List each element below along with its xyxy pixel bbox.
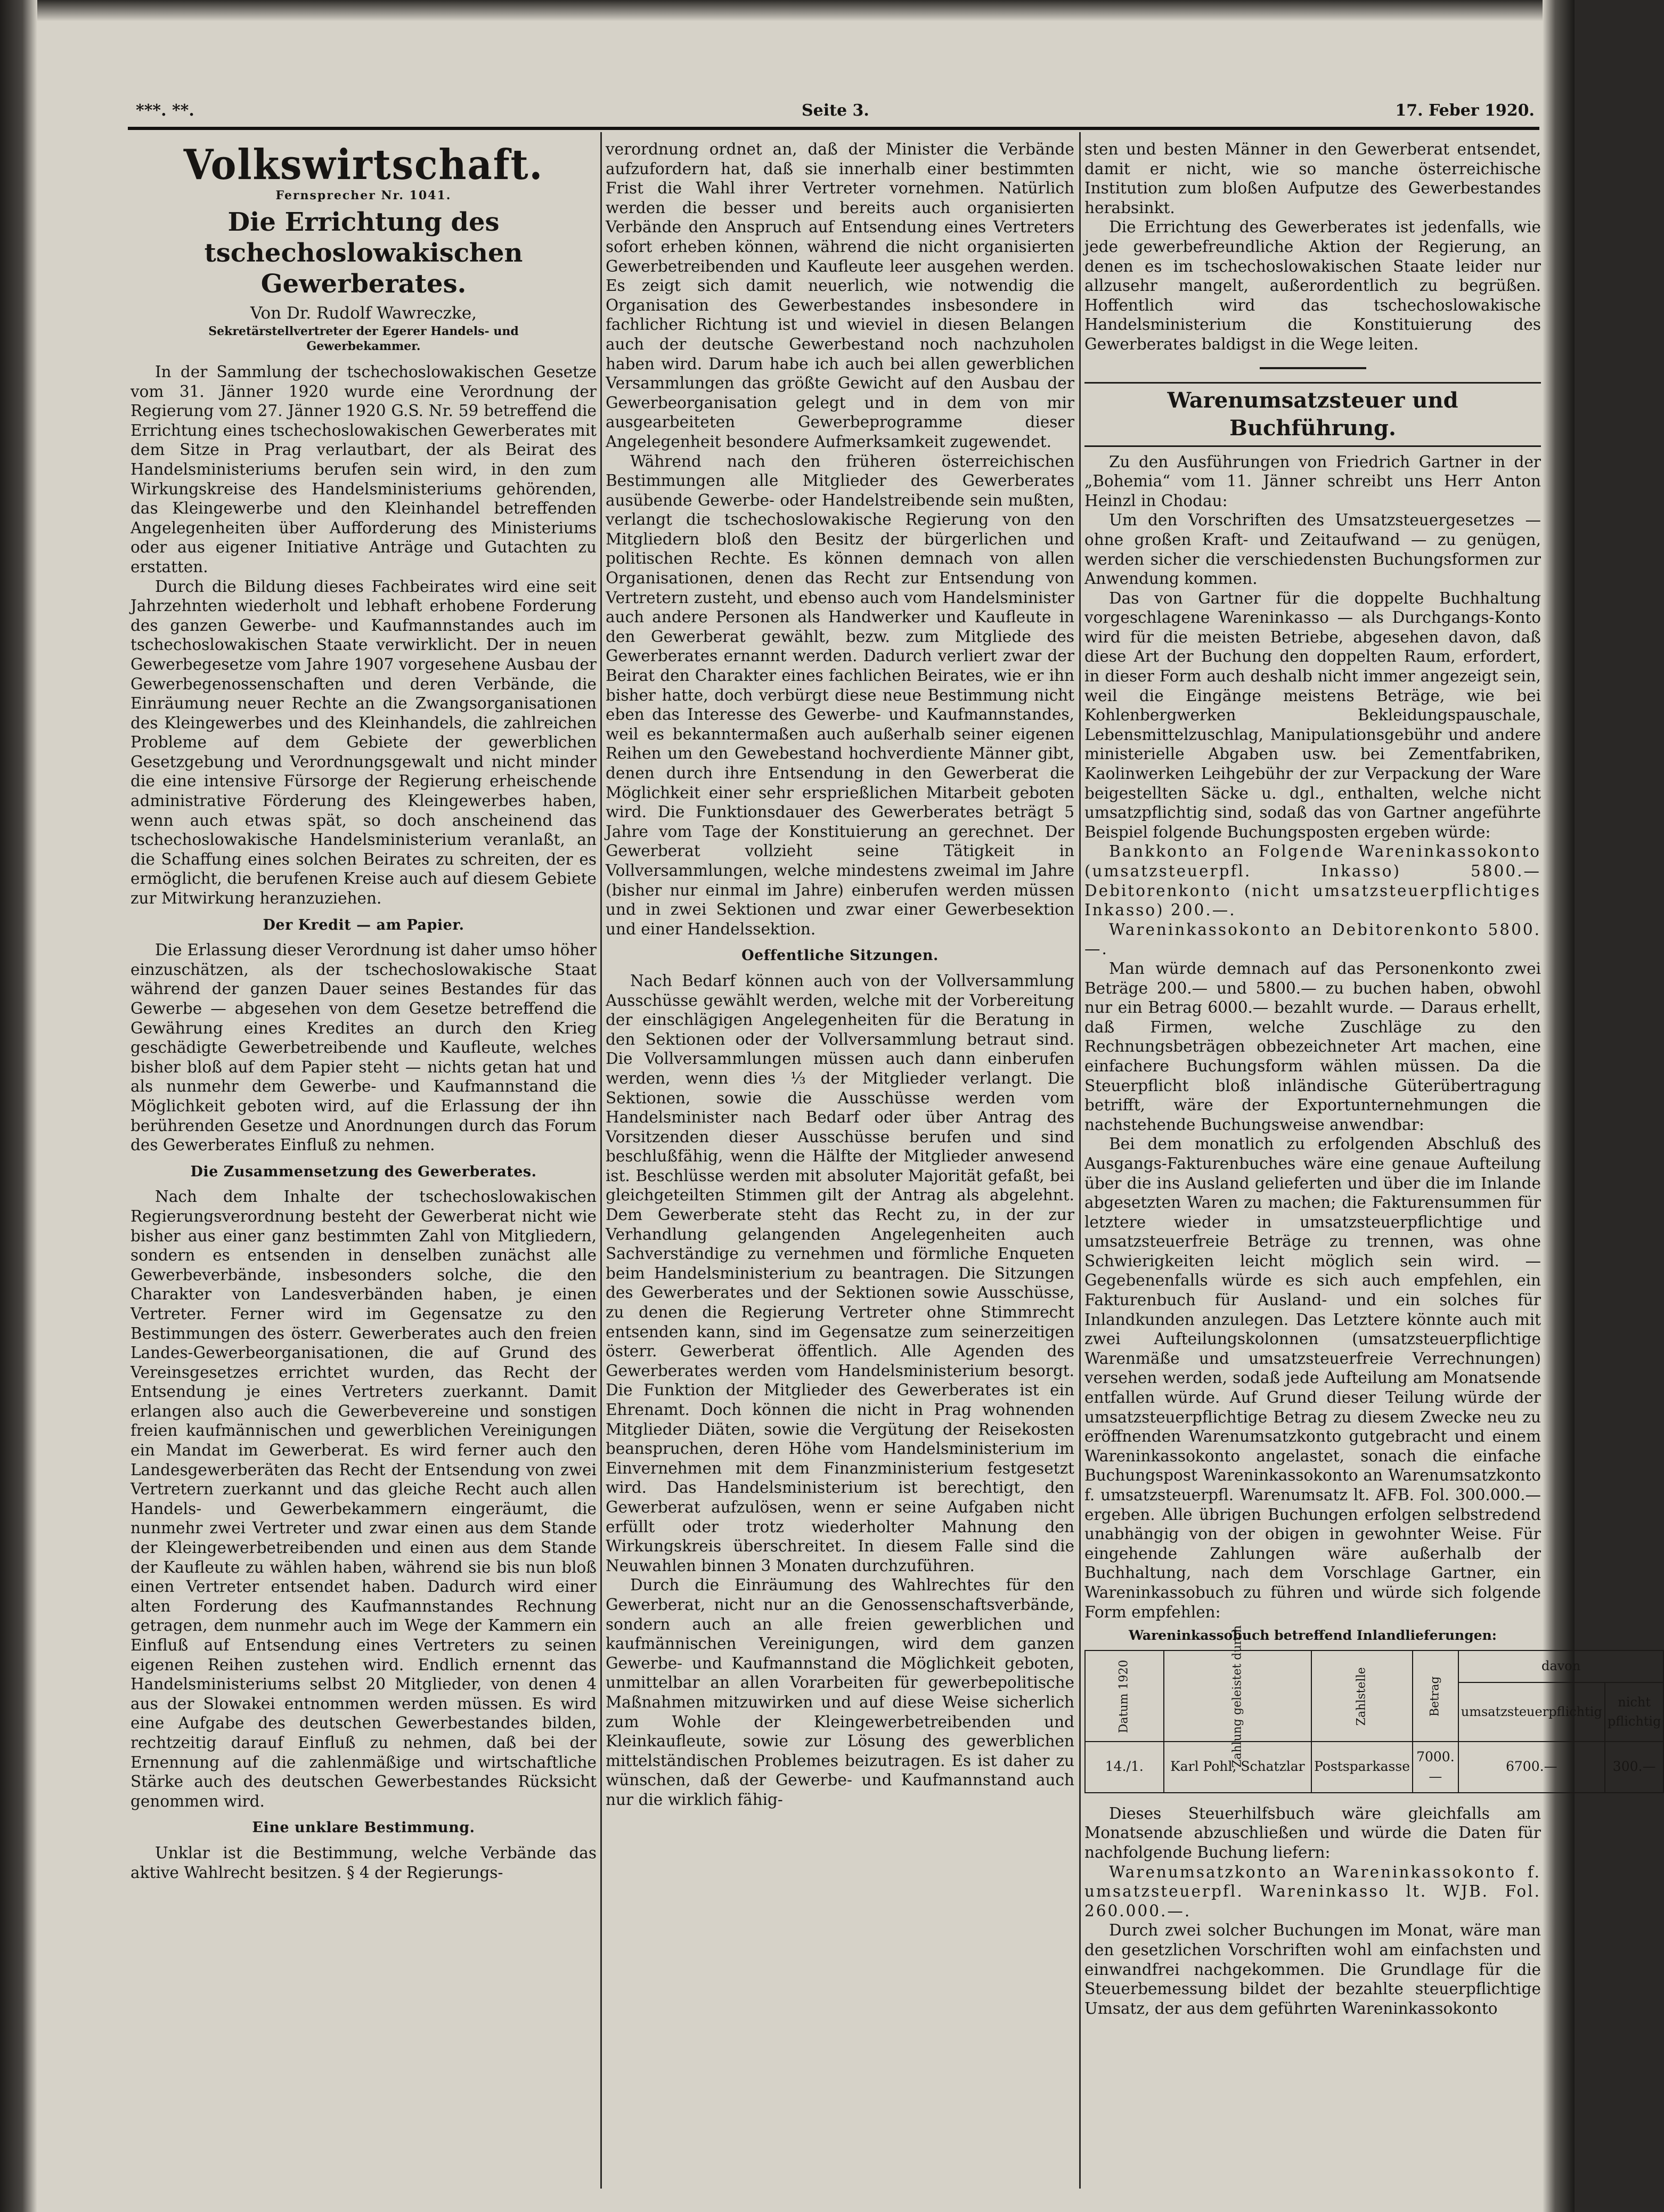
article-author: Von Dr. Rudolf Wawreczke, xyxy=(250,304,477,323)
paragraph: Durch die Bildung dieses Fachbeirates wird eine seit Jahrzehnten wiederholt und lebhaft erhobene Forderung des ganzen Gewerbe- und Kaufmannstandes auch im tschechoslowakischen Staate verwirklicht. Der in neuen Gewerbegesetze vom Jahre 1907 vorgesehene Ausbau der Gewerbegenossenschaften und deren Verbände, die Einräumung neuer Rechte an die Zwangsorganisationen des Kleingewerbes und des Kleinhandels, die zahlreichen Probleme auf dem Gebiete der gewerblichen Gesetzgebung und Verordnungsgewalt und nicht minder die eine intensive Fürsorge der Regierung erheischende administrative Förderung des Kleingewerbes haben, wenn auch etwas spät, so doch anscheinend das tschechoslowakische Handelsministerium veranlaßt, an die Schaffung eines solchen Beirates zu schreiten, der es ermöglicht, die berufenen Kreise auch auf diesem Gebiete zur Mitwirkung heranzuziehen. xyxy=(130,577,597,908)
paragraph: Die Erlassung dieser Verordnung ist daher umso höher einzuschätzen, als der tschechoslowakische Staat während der ganzen Dauer seines Bestandes für das Gewerbe — abgesehen von dem Gesetze betreffend die Gewährung eines Kredites an durch den Krieg geschädigte Gewerbetreibende und Kaufleute, welches bisher bloß auf dem Papier steht — nichts getan hat und als nunmehr dem Gewerbe- und Kaufmannstand die Möglichkeit geboten wird, auf die Erlassung der ihn berührenden Gesetze und Anordnungen durch das Forum des Gewerberates Einfluß zu nehmen. xyxy=(130,941,597,1154)
paragraph: Warenumsatzkonto an Wareninkassokonto f. umsatzsteuerpfl. Wareninkasso lt. WJB. Fol. 260.000.—. xyxy=(1084,1863,1541,1920)
table-header: Datum 1920 xyxy=(1085,1650,1164,1742)
article-headline: Die Errichtung des tschechoslowakischen Gewerberates. xyxy=(204,207,523,299)
header-rule xyxy=(128,127,1539,130)
subheading: Die Zusammensetzung des Gewerberates. xyxy=(190,1163,537,1180)
subheading: Der Kredit — am Papier. xyxy=(263,916,464,933)
table-row xyxy=(1085,1742,1663,1793)
column-3 xyxy=(1084,140,1661,2018)
paragraph: Nach Bedarf können auch von der Vollversammlung Ausschüsse gewählt werden, welche mit der Vorbereitung der einschlägigen Angelegenheiten für die Beratung in den Sektionen oder der Vollversammlung betraut sind. Die Vollversammlungen müssen auch dann einberufen werden, wenn dies ⅓ der Mitglieder verlangt. Die Sektionen, sowie die Ausschüsse werden vom Handelsminister nach Bedarf oder über Antrag des Vorsitzenden dieser Ausschüsse berufen und sind beschlußfähig, wenn die Hälfte der Mitglieder anwesend ist. Beschlüsse werden mit absoluter Majorität gefaßt, bei gleichgeteilten Stimmen gilt der Antrag als abgelehnt. Dem Gewerberate steht das Recht zu, in der zur Verhandlung gelangenden Angelegenheiten auch Sachverständige zu vernehmen und förmliche Enqueten beim Handelsministerium zu beantragen. Die Sitzungen des Gewerberates und der Sektionen sowie Ausschüsse, zu denen die Regierung Vertreter ohne Stimmrecht entsenden kann, sind im Gegensatze zum seinerzeitigen österr. Gewerberat öffentlich. Alle Agenden des Gewerberates werden vom Handelsministerium besorgt. Die Funktion der Mitglieder des Gewerberates ist ein Ehrenamt. Doch können die nicht in Prag wohnenden Mitglieder Diäten, sowie die Vergütung der Reisekosten beanspruchen, deren Höhe vom Handelsministerium im Einvernehmen mit dem Finanzministerium festgesetzt wird. Das Handelsministerium ist berechtigt, den Gewerberat aufzulösen, wenn er seine Aufgaben nicht erfüllt oder trotz wiederholter Mahnung den Wirkungskreis überschreitet. In diesem Falle sind die Neuwahlen binnen 3 Monaten durchzuführen. xyxy=(606,971,1074,1575)
paragraph: sten und besten Männer in den Gewerberat entsendet, damit er nicht, wie so manche österreichische Institution zum bloßen Aufputze des Gewerbestandes herabsinkt. xyxy=(1084,140,1541,217)
table-cell: Postsparkasse xyxy=(1311,1742,1413,1793)
table-cell: 300.— xyxy=(1605,1742,1664,1793)
paragraph: Durch die Einräumung des Wahlrechtes für den Gewerberat, nicht nur an die Genossenschaftsverbände, sondern auch an alle freien gewerblichen und kaufmännischen Vereinigungen, wird dem ganzen Gewerbe- und Kaufmannstand die Möglichkeit geboten, unmittelbar an allen Vorarbeiten für gewerbepolitische Maßnahmen mitzuwirken und auf diese Weise sicherlich zum Wohle der Kleingewerbetreibenden und Kleinkaufleute, sowie zur Lösung des gewerblichen mittelständischen Problemes beizutragen. Es ist daher zu wünschen, daß der Gewerbe- und Kaufmannstand auch nur die wirklich fähig- xyxy=(606,1576,1074,1809)
column-1 xyxy=(130,140,597,1882)
author-title: Sekretärstellvertreter der Egerer Handels- und Gewerbekammer. xyxy=(208,324,519,353)
issue-date: 17. Feber 1920. xyxy=(1395,101,1535,120)
paragraph: Während nach den früheren österreichischen Bestimmungen alle Mitglieder des Gewerberates ausübende Gewerbe- oder Handelstreibende sein mußten, verlangt die tschechoslowakische Regierung von den Mitgliedern bloß den Besitz der bürgerlichen und politischen Rechte. Es können demnach von allen Organisationen, denen das Recht zur Entsendung von Vertretern zusteht, und ebenso auch vom Handelsminister auch andere Personen als Handwerker und Kaufleute in den Gewerberat gewählt, bezw. zum Mitgliede des Gewerberates ernannt werden. Dadurch verliert zwar der Beirat den Charakter eines fachlichen Beirates, wie er ihn bisher hatte, doch verbürgt diese neue Bestimmung nicht eben das Interesse des Gewerbe- und Kaufmannstandes, weil es bekanntermaßen auch außerhalb seiner eigenen Reihen um den Gewebestand hochverdiente Männer gibt, denen durch ihre Entsendung in den Gewerberat die Möglichkeit einer sehr ersprießlichen Mitarbeit geboten wird. Die Funktionsdauer des Gewerberates beträgt 5 Jahre vom Tage der Konstituierung an gerechnet. Der Gewerberat vollzieht seine Tätigkeit in Vollversammlungen, welche mindestens zweimal im Jahre (bisher nur einmal im Jahre) einberufen werden müssen und in zwei Sektionen und zwar einer Gewerbesektion und einer Handelssektion. xyxy=(606,452,1074,938)
paragraph: Die Errichtung des Gewerberates ist jedenfalls, wie jede gewerbefreundliche Aktion der Regierung, an denen es im tschechoslowakischen Staate leider nur allzusehr mangelt, außerordentlich zu begrüßen. Hoffentlich wird das tschechoslowakische Handelsministerium die Konstituierung des Gewerberates baldigst in die Wege leiten. xyxy=(1084,218,1541,353)
table-subheader: umsatzsteuerpflichtig xyxy=(1458,1682,1605,1742)
paragraph: Bankkonto an Folgende Wareninkassokonto (umsatzsteuerpfl. Inkasso) 5800.— Debitorenkonto (nicht umsatzsteuerpflichtiges Inkasso) 200.—. xyxy=(1084,842,1541,920)
paragraph: Um den Vorschriften des Umsatzsteuergesetzes — ohne großen Kraft- und Zeitaufwand — zu genügen, werden sicher die verschiedensten Buchungsformen zur Anwendung kommen. xyxy=(1084,511,1541,588)
paragraph: Man würde demnach auf das Personenkonto zwei Beträge 200.— und 5800.— zu buchen haben, obwohl nur ein Betrag 6000.— bezahlt wurde. — Daraus erhellt, daß Firmen, welche Zuschläge zu den Rechnungsbeträgen obbezeichneter Art machen, eine einfachere Buchungsform wählen müssen. Da die Steuerpflicht bloß inländische Güterübertragung betrifft, wäre der Exportunternehmungen die nachstehende Buchungsweise anwendbar: xyxy=(1084,959,1541,1134)
table-subheader: nicht pflichtig xyxy=(1605,1682,1664,1742)
paragraph: Durch zwei solcher Buchungen im Monat, wäre man den gesetzlichen Vorschriften wohl am einfachsten und einwandfrei nachgekommen. Die Grundlage für die Steuerbemessung bildet der bezahlte steuerpflichtige Umsatz, der aus dem geführten Wareninkassokonto xyxy=(1084,1921,1541,2018)
table-header: Zahlstelle xyxy=(1311,1650,1413,1742)
page-shadow-top xyxy=(0,0,1575,21)
running-head xyxy=(0,91,1575,123)
section-rubric: Volkswirtschaft. xyxy=(183,141,544,189)
table-header: Zahlung geleistet durch xyxy=(1164,1650,1311,1742)
table-cell: 6700.— xyxy=(1458,1742,1605,1793)
paragraph: Das von Gartner für die doppelte Buchhaltung vorgeschlagene Wareninkasso — als Durchgangs-Konto wird für die meisten Betriebe, abgesehen davon, daß diese Art der Buchung den doppelten Raum, erfordert, in dieser Form auch deshalb nicht immer angezeigt sein, weil die Eingänge meistens Beträge, wie bei Kohlenbergwerken Bekleidungspauschale, Lebensmittelzuschlag, Manipulationsgebühr und andere ministerielle Abgaben usw. bei Zementfabriken, Kaolinwerken Leihgebühr der zur Verpackung der Ware beigestellten Säcke u. dgl., enthalten, welche nicht umsatzpflichtig sind, sodaß das von Gartner angeführte Beispiel folgende Buchungsposten ergeben würde: xyxy=(1084,589,1541,841)
running-head-left: ***. **. xyxy=(136,101,194,120)
paragraph: verordnung ordnet an, daß der Minister die Verbände aufzufordern hat, daß sie innerhalb einer bestimmten Frist die Wahl ihrer Vertreter vornehmen. Natürlich werden die besser und bereits auch organisierten Verbände den Anspruch auf Entsendung eines Vertreters sofort erheben können, während die nicht organisierten Gewerbetreibenden und Kaufleute leer ausgehen werden. Es zeigt sich damit neuerlich, wie notwendig die Organisation des Gewerbestandes insbesondere in fachlicher Richtung ist und wieviel in diesen Belangen auch der deutsche Gewerbestand noch nachzuholen haben wird. Darum habe ich auch bei allen gewerblichen Versammlungen das größte Gewicht auf den Ausbau der Gewerbeorganisation gelegt und in dem von mir ausgearbeiteten Gewerbeprogramme dieser Angelegenheit besondere Aufmerksamkeit zugewendet. xyxy=(606,140,1074,451)
paragraph: Zu den Ausführungen von Friedrich Gartner in der „Bohemia“ vom 11. Jänner schreibt uns Herr Anton Heinzl in Chodau: xyxy=(1084,452,1541,510)
paragraph: In der Sammlung der tschechoslowakischen Gesetze vom 31. Jänner 1920 wurde eine Verordnung der Regierung vom 27. Jänner 1920 G.S. Nr. 59 betreffend die Errichtung eines tschechoslowakischen Gewerberates mit dem Sitze in Prag verlautbart, der als Beirat des Handelsministeriums berufen sein wird, in den zum Wirkungskreise des Handelsministeriums gehörenden, das Kleingewerbe und den Kleinhandel betreffenden Angelegenheiten über Aufforderung des Ministeriums oder aus eigener Initiative Anträge und Gutachten zu erstatten. xyxy=(130,363,597,576)
page-number: Seite 3. xyxy=(802,101,869,120)
paragraph: Wareninkassokonto an Debitorenkonto 5800.—. xyxy=(1084,920,1541,958)
separator-rule xyxy=(1260,367,1366,369)
article-headline-2: Warenumsatzsteuer und Buchführung. xyxy=(1084,382,1541,447)
paragraph: Unklar ist die Bestimmung, welche Verbände das aktive Wahlrecht besitzen. § 4 der Regierungs- xyxy=(130,1843,597,1882)
table-cell: Karl Pohl, Schatzlar xyxy=(1164,1742,1311,1793)
table-title: Wareninkassobuch betreffend Inlandlieferungen: xyxy=(1128,1628,1497,1644)
paragraph: Bei dem monatlich zu erfolgenden Abschluß des Ausgangs-Fakturenbuches wäre eine genaue Aufteilung über die ins Ausland gelieferten und über die im Inlande abgesetzten Waren zu machen; die Fakturensummen für letztere wieder in umsatzsteuerpflichtige und umsatzsteuerfreie Beträge zu trennen, was ohne Schwierigkeiten leicht möglich sein wird. — Gegebenenfalls würde es sich auch empfehlen, ein Fakturenbuch für Ausland- und ein solches für Inlandkunden anzulegen. Das Letztere könnte auch mit zwei Aufteilungskolonnen (umsatzsteuerpflichtige Warenmäße und umsatzsteuerfreie Verrechnungen) versehen werden, sodaß jede Aufteilung am Monatsende entfallen würde. Auf Grund dieser Teilung würde der umsatzsteuerpflichtige Betrag zu diesem Zwecke neu zu eröffnenden Warenumsatzkonto gutgebracht und einem Wareninkassokonto angelastet, sonach die einfache Buchungspost Wareninkassokonto an Warenumsatzkonto f. umsatzsteuerpfl. Warenumsatz lt. AFB. Fol. 300.000.— ergeben. Alle übrigen Buchungen erfolgen selbstredend unabhängig von der obigen in gewohnter Weise. Für eingehende Zahlungen wäre außerhalb der Buchhaltung, nach dem Vorschlage Gartner, ein Wareninkassobuch zu führen und würde sich folgende Form empfehlen: xyxy=(1084,1135,1541,1621)
paragraph: Nach dem Inhalte der tschechoslowakischen Regierungsverordnung besteht der Gewerberat nicht wie bisher aus einer ganz bestimmten Zahl von Mitgliedern, sondern es entsenden in denselben zunächst alle Gewerbeverbände, insbesonders solche, die den Charakter von Landesverbänden haben, je einen Vertreter. Ferner wird im Gegensatze zu den Bestimmungen des österr. Gewerberates auch den freien Landes-Gewerbeorganisationen, die auf Grund des Vereinsgesetzes errichtet wurden, das Recht der Entsendung je eines Vertreters zuerkannt. Damit erlangen also auch die Gewerbevereine und sonstigen freien kaufmännischen und gewerblichen Vereinigungen ein Mandat im Gewerberat. Es wird ferner auch den Landesgewerberäten das Recht der Entsendung von zwei Vertretern zuerkannt und das gleiche Recht auch allen Handels- und Gewerbekammern eingeräumt, die nunmehr zwei Vertreter und zwar einen aus dem Stande der Kleingewerbetreibenden und einen aus dem Stande der Kaufleute zu wählen haben, während sie bis nun bloß einen Vertreter entsendet haben. Dadurch wird einer alten Forderung des Kaufmannstandes Rechnung getragen, dem nunmehr auch im Wege der Kammern ein Einfluß auf Entsendung eines Vertreters zu seinen eigenen Reihen zustehen wird. Endlich ernennt das Handelsministeriums selbst 20 Mitglieder, von denen 4 aus der Slowakei entnommen werden müssen. Es wird eine Aufgabe des deutschen Gewerbestandes bilden, rechtzeitig darauf Einfluß zu nehmen, daß bei der Ernennung auf die zahlenmäßige und wirtschaftliche Stärke auch des deutschen Gewerbestandes Rücksicht genommen wird. xyxy=(130,1188,597,1810)
page-shadow-left xyxy=(0,0,37,2212)
column-2 xyxy=(606,140,1074,1809)
subheading: Oeffentliche Sitzungen. xyxy=(741,947,939,964)
table-header: davon xyxy=(1458,1650,1664,1682)
table-header: Betrag xyxy=(1413,1650,1458,1742)
page-shadow-right xyxy=(1543,0,1575,2212)
subheading: Eine unklare Bestimmung. xyxy=(252,1819,475,1836)
paragraph: Dieses Steuerhilfsbuch wäre gleichfalls am Monatsende abzuschließen und würde die Daten für nachfolgende Buchung liefern: xyxy=(1084,1804,1541,1861)
phone-line: Fernsprecher Nr. 1041. xyxy=(275,189,452,202)
column-divider-2 xyxy=(1079,132,1081,2189)
column-divider-1 xyxy=(600,132,602,2189)
table-cell: 7000.— xyxy=(1413,1742,1458,1793)
table-cell: 14./1. xyxy=(1085,1742,1164,1793)
